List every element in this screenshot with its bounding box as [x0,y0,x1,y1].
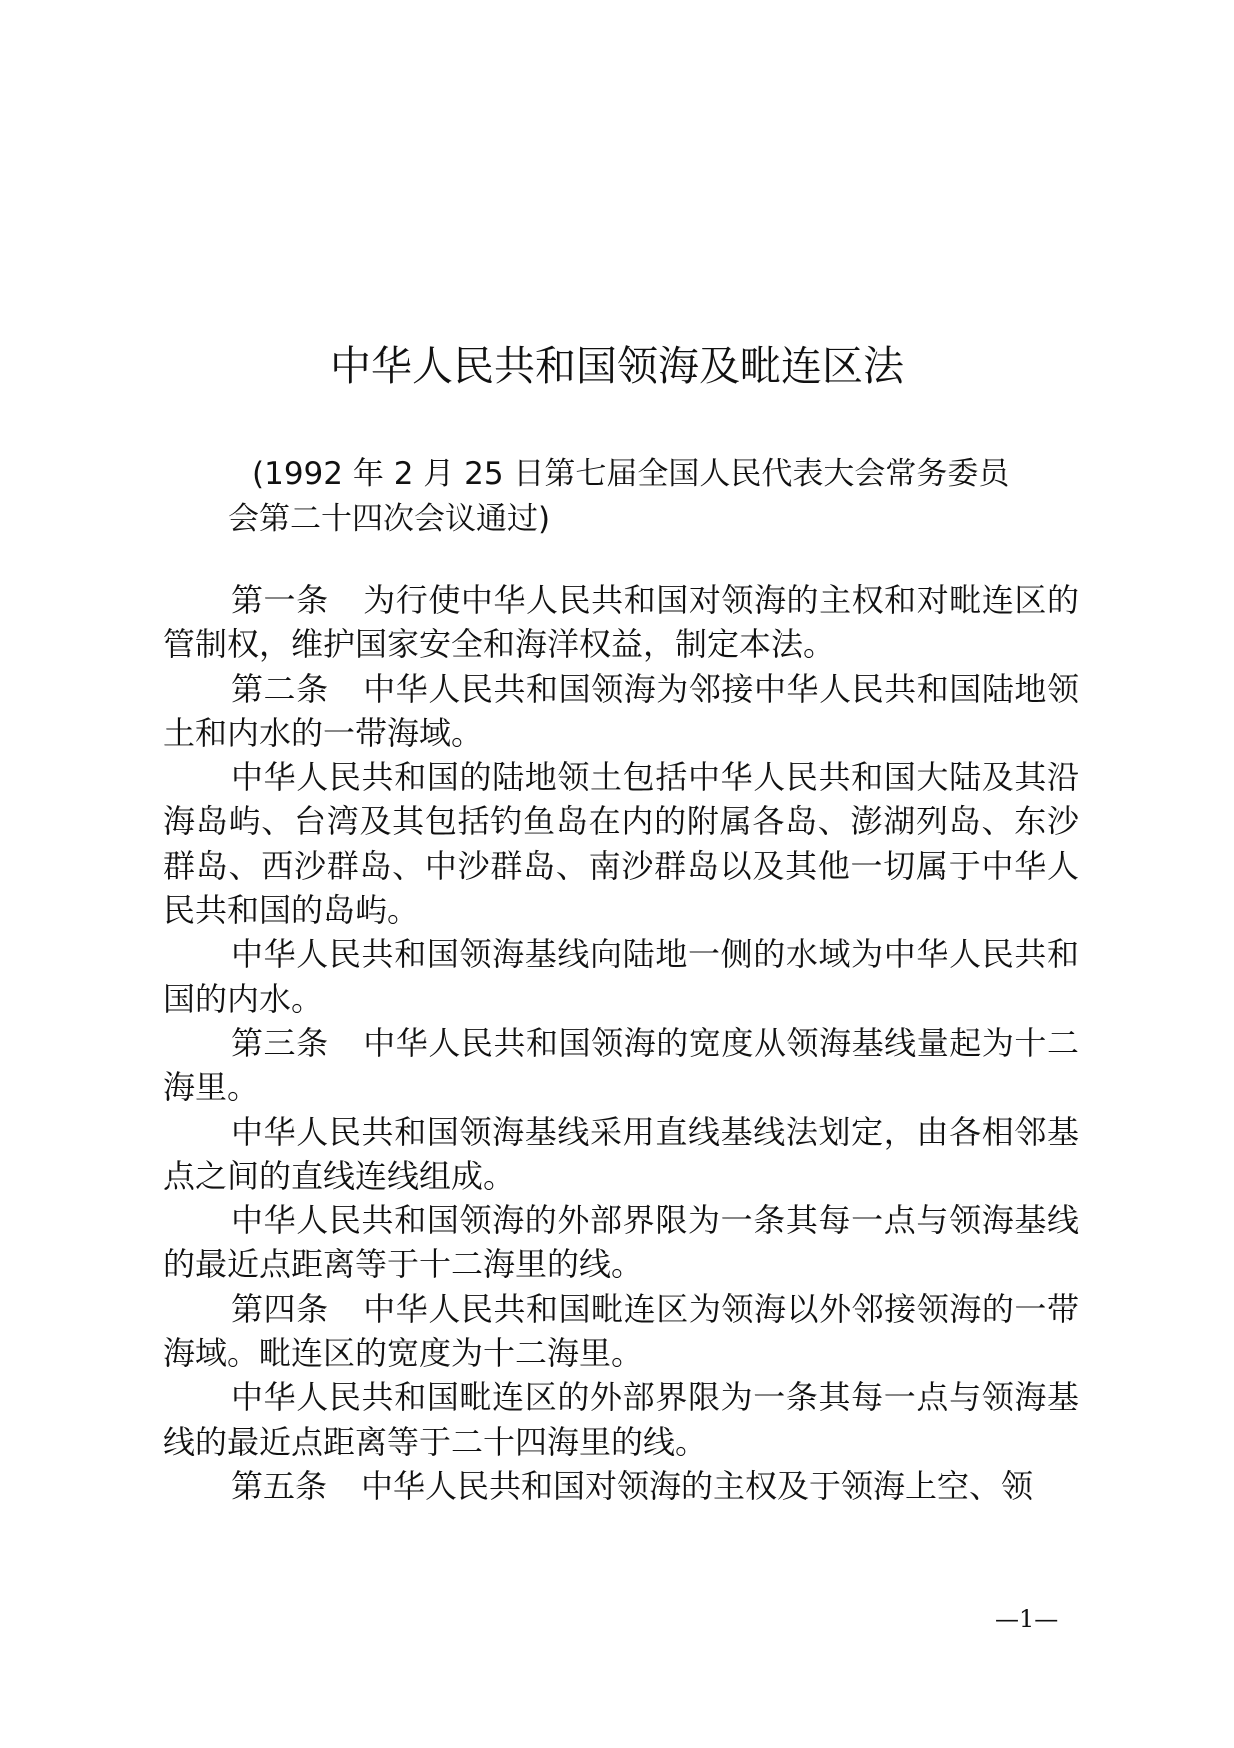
paragraph [163,1110,1079,1199]
paragraph [163,1375,1079,1464]
paragraph-text: 中华人民共和国毗连区为领海以外邻接领海的一带海域。毗连区的宽度为十二海里。 [163,1289,1079,1373]
article-label: 第四条 [231,1289,329,1328]
document-title: 中华人民共和国领海及毗连区法 [330,342,904,390]
paragraph-article-2 [163,667,1079,756]
paragraph-text: 中华人民共和国对领海的主权及于领海上空、领 [361,1466,1034,1505]
paragraph-article-3 [163,1021,1079,1110]
paragraph-text: 中华人民共和国领海的宽度从领海基线量起为十二海里。 [163,1023,1079,1107]
paragraph [163,755,1079,932]
document-body [163,578,1079,1508]
paragraph-article-4 [163,1287,1079,1376]
paragraph-text: 中华人民共和国领海为邻接中华人民共和国陆地领土和内水的一带海域。 [163,669,1079,752]
paragraph-text: 中华人民共和国的陆地领土包括中华人民共和国大陆及其沿海岛屿、台湾及其包括钓鱼岛在内的附属各岛、澎湖列岛、东沙群岛、西沙群岛、中沙群岛、南沙群岛以及其他一切属于中华人民共和国的岛屿。 [163,758,1079,930]
page-number: —1— [995,1605,1059,1633]
paragraph-article-1 [163,578,1079,667]
adoption-note [228,452,1078,542]
paragraph [163,932,1079,1021]
article-label: 第二条 [231,669,329,708]
article-label: 第三条 [231,1023,329,1062]
paragraph-text: 为行使中华人民共和国对领海的主权和对毗连区的管制权，维护国家安全和海洋权益，制定本法。 [163,581,1079,664]
article-label: 第五条 [231,1466,328,1505]
paragraph-text: 中华人民共和国领海的外部界限为一条其每一点与领海基线的最近点距离等于十二海里的线。 [163,1201,1079,1284]
adoption-note-line-1: (1992 年 2 月 25 日第七届全国人民代表大会常务委员 [252,456,1010,492]
article-label: 第一条 [231,581,329,619]
paragraph-text: 中华人民共和国领海基线采用直线基线法划定，由各相邻基点之间的直线连线组成。 [163,1112,1079,1195]
paragraph-article-5 [163,1464,1079,1508]
paragraph-text: 中华人民共和国领海基线向陆地一侧的水域为中华人民共和国的内水。 [163,935,1079,1018]
adoption-note-line-2: 会第二十四次会议通过) [228,501,551,537]
paragraph-text: 中华人民共和国毗连区的外部界限为一条其每一点与领海基线的最近点距离等于二十四海里的线。 [163,1378,1079,1461]
paragraph [163,1198,1079,1287]
